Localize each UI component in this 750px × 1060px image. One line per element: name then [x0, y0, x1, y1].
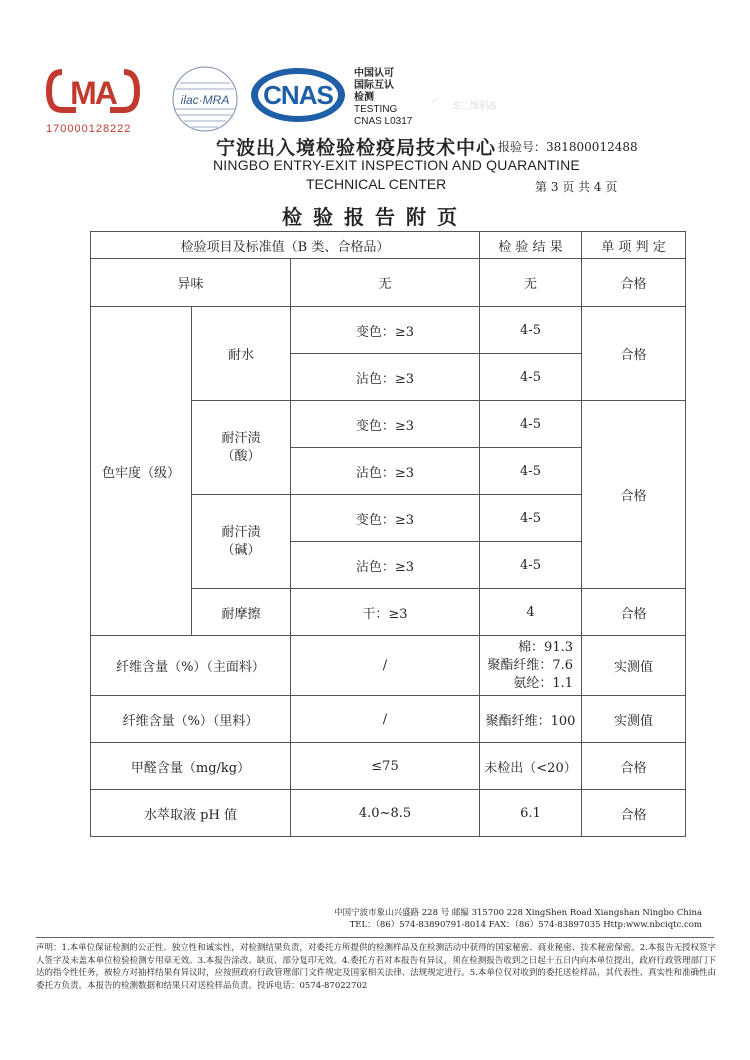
fiber-main-label: 纤维含量（%）（主面料） [91, 636, 291, 696]
ph-result: 6.1 [480, 790, 582, 837]
fiber-lining-label: 纤维含量（%）（里料） [91, 696, 291, 743]
fiber-main-standard: / [291, 636, 480, 696]
table-row [91, 307, 686, 354]
page-info: 第 3 页 共 4 页 [535, 180, 618, 194]
formaldehyde-result: 未检出（<20） [480, 743, 582, 790]
water-stain-std: 沾色：≥3 [291, 354, 480, 401]
document-title: 检验报告附页 [282, 205, 468, 229]
rubbing-judgement: 合格 [582, 589, 686, 636]
odor-judgement: 合格 [582, 259, 686, 307]
org-name-cn: 宁波出入境检验检疫局技术中心 [216, 137, 497, 159]
fiber-main-results: 棉：91.3 聚酯纤维：7.6 氨纶：1.1 [480, 636, 582, 696]
org-name-en-line2: TECHNICAL CENTER [306, 176, 447, 192]
sweat-acid-change-result: 4-5 [480, 401, 582, 448]
cma-number: 170000128222 [46, 123, 132, 135]
sweat-alkali-stain-result: 4-5 [480, 542, 582, 589]
report-number: 报验号：381800012488 [498, 140, 638, 154]
fiber-lining-judgement: 实测值 [582, 696, 686, 743]
rubbing-result: 4 [480, 589, 582, 636]
fiber-lining-result: 聚酯纤维：100 [480, 696, 582, 743]
header-item: 检验项目及标准值（B 类、合格品） [91, 232, 480, 259]
svg-text:MA: MA [70, 75, 116, 111]
formaldehyde-judgement: 合格 [582, 743, 686, 790]
ilac-mra-logo [168, 65, 242, 133]
table-row [91, 696, 686, 743]
footer-divider [36, 937, 714, 938]
odor-standard: 无 [291, 259, 480, 307]
formaldehyde-standard: ≤75 [291, 743, 480, 790]
water-label: 耐水 [192, 307, 291, 401]
header-judgement: 单 项 判 定 [582, 232, 686, 259]
rubbing-std: 干：≥3 [291, 589, 480, 636]
footer-address: 中国宁波市象山兴盛路 228 号 邮编 315700 228 XingShen Road Xiangshan Ningbo China TEL：（86）574-83890791-8014 FAX：（86）574-83897035 Http:www.nbciqtc.com [334, 908, 702, 930]
svg-text:ilac·MRA: ilac·MRA [180, 93, 230, 107]
sweat-acid-stain-result: 4-5 [480, 448, 582, 495]
watermark: ~ [424, 89, 446, 111]
footer-disclaimer: 声明：1.本单位保证检测的公正性、独立性和诚实性，对检测结果负责，对委托方所提供的检测样品及在检测活动中获得的国家秘密、商业秘密、技术秘密保密。2.本报告无授权签字人签字及未盖本单位检验检测专用章无效。3.本报告涂改、缺页、部分复印无效。4.委托方若对本报告有异议，须在检测报告收到之日起十五日内向本单位提出，政府行政管理部门下达的指令性任务，被检方对抽样结果有异议时，应按照政府行政管理部门文件规定及国家相关法律、法规规定进行。5.本单位仅对收到的委托送检样品，其代表性、真实性和准确性由委托方负责。本报告的检测数据和结果只对送检样品负责。投诉电话：0574-87022702 [36, 943, 716, 991]
ph-standard: 4.0~8.5 [291, 790, 480, 837]
odor-result: 无 [480, 259, 582, 307]
sweat-judgement: 合格 [582, 401, 686, 589]
table-row [91, 259, 686, 307]
sweat-acid-change-std: 变色：≥3 [291, 401, 480, 448]
svg-text:CNAS: CNAS [263, 80, 333, 110]
water-judgement: 合格 [582, 307, 686, 401]
odor-label: 异味 [91, 259, 291, 307]
sweat-alkali-stain-std: 沾色：≥3 [291, 542, 480, 589]
water-stain-result: 4-5 [480, 354, 582, 401]
cnas-logo [249, 66, 347, 124]
rubbing-label: 耐摩擦 [192, 589, 291, 636]
table-row [91, 636, 686, 696]
fiber-lining-standard: / [291, 696, 480, 743]
ph-judgement: 合格 [582, 790, 686, 837]
fiber-main-judgement: 实测值 [582, 636, 686, 696]
org-name-en-line1: NINGBO ENTRY-EXIT INSPECTION AND QUARANTINE [213, 157, 580, 173]
cma-logo [46, 66, 140, 116]
colorfastness-label: 色牢度（级） [91, 307, 192, 636]
water-change-result: 4-5 [480, 307, 582, 354]
inspection-table [90, 231, 686, 837]
table-row [91, 743, 686, 790]
header-result: 检 验 结 果 [480, 232, 582, 259]
sweat-acid-stain-std: 沾色：≥3 [291, 448, 480, 495]
table-row [91, 790, 686, 837]
ph-label: 水萃取液 pH 值 [91, 790, 291, 837]
qr-code-placeholder: S二维码S [453, 101, 497, 112]
cnas-accreditation-text: 中国认可 国际互认 检测 TESTING CNAS L0317 [354, 68, 413, 127]
sweat-alkali-change-result: 4-5 [480, 495, 582, 542]
table-header-row [91, 232, 686, 259]
sweat-alkali-label: 耐汗渍 （碱） [192, 495, 291, 589]
sweat-acid-label: 耐汗渍 （酸） [192, 401, 291, 495]
formaldehyde-label: 甲醛含量（mg/kg） [91, 743, 291, 790]
sweat-alkali-change-std: 变色：≥3 [291, 495, 480, 542]
water-change-std: 变色：≥3 [291, 307, 480, 354]
